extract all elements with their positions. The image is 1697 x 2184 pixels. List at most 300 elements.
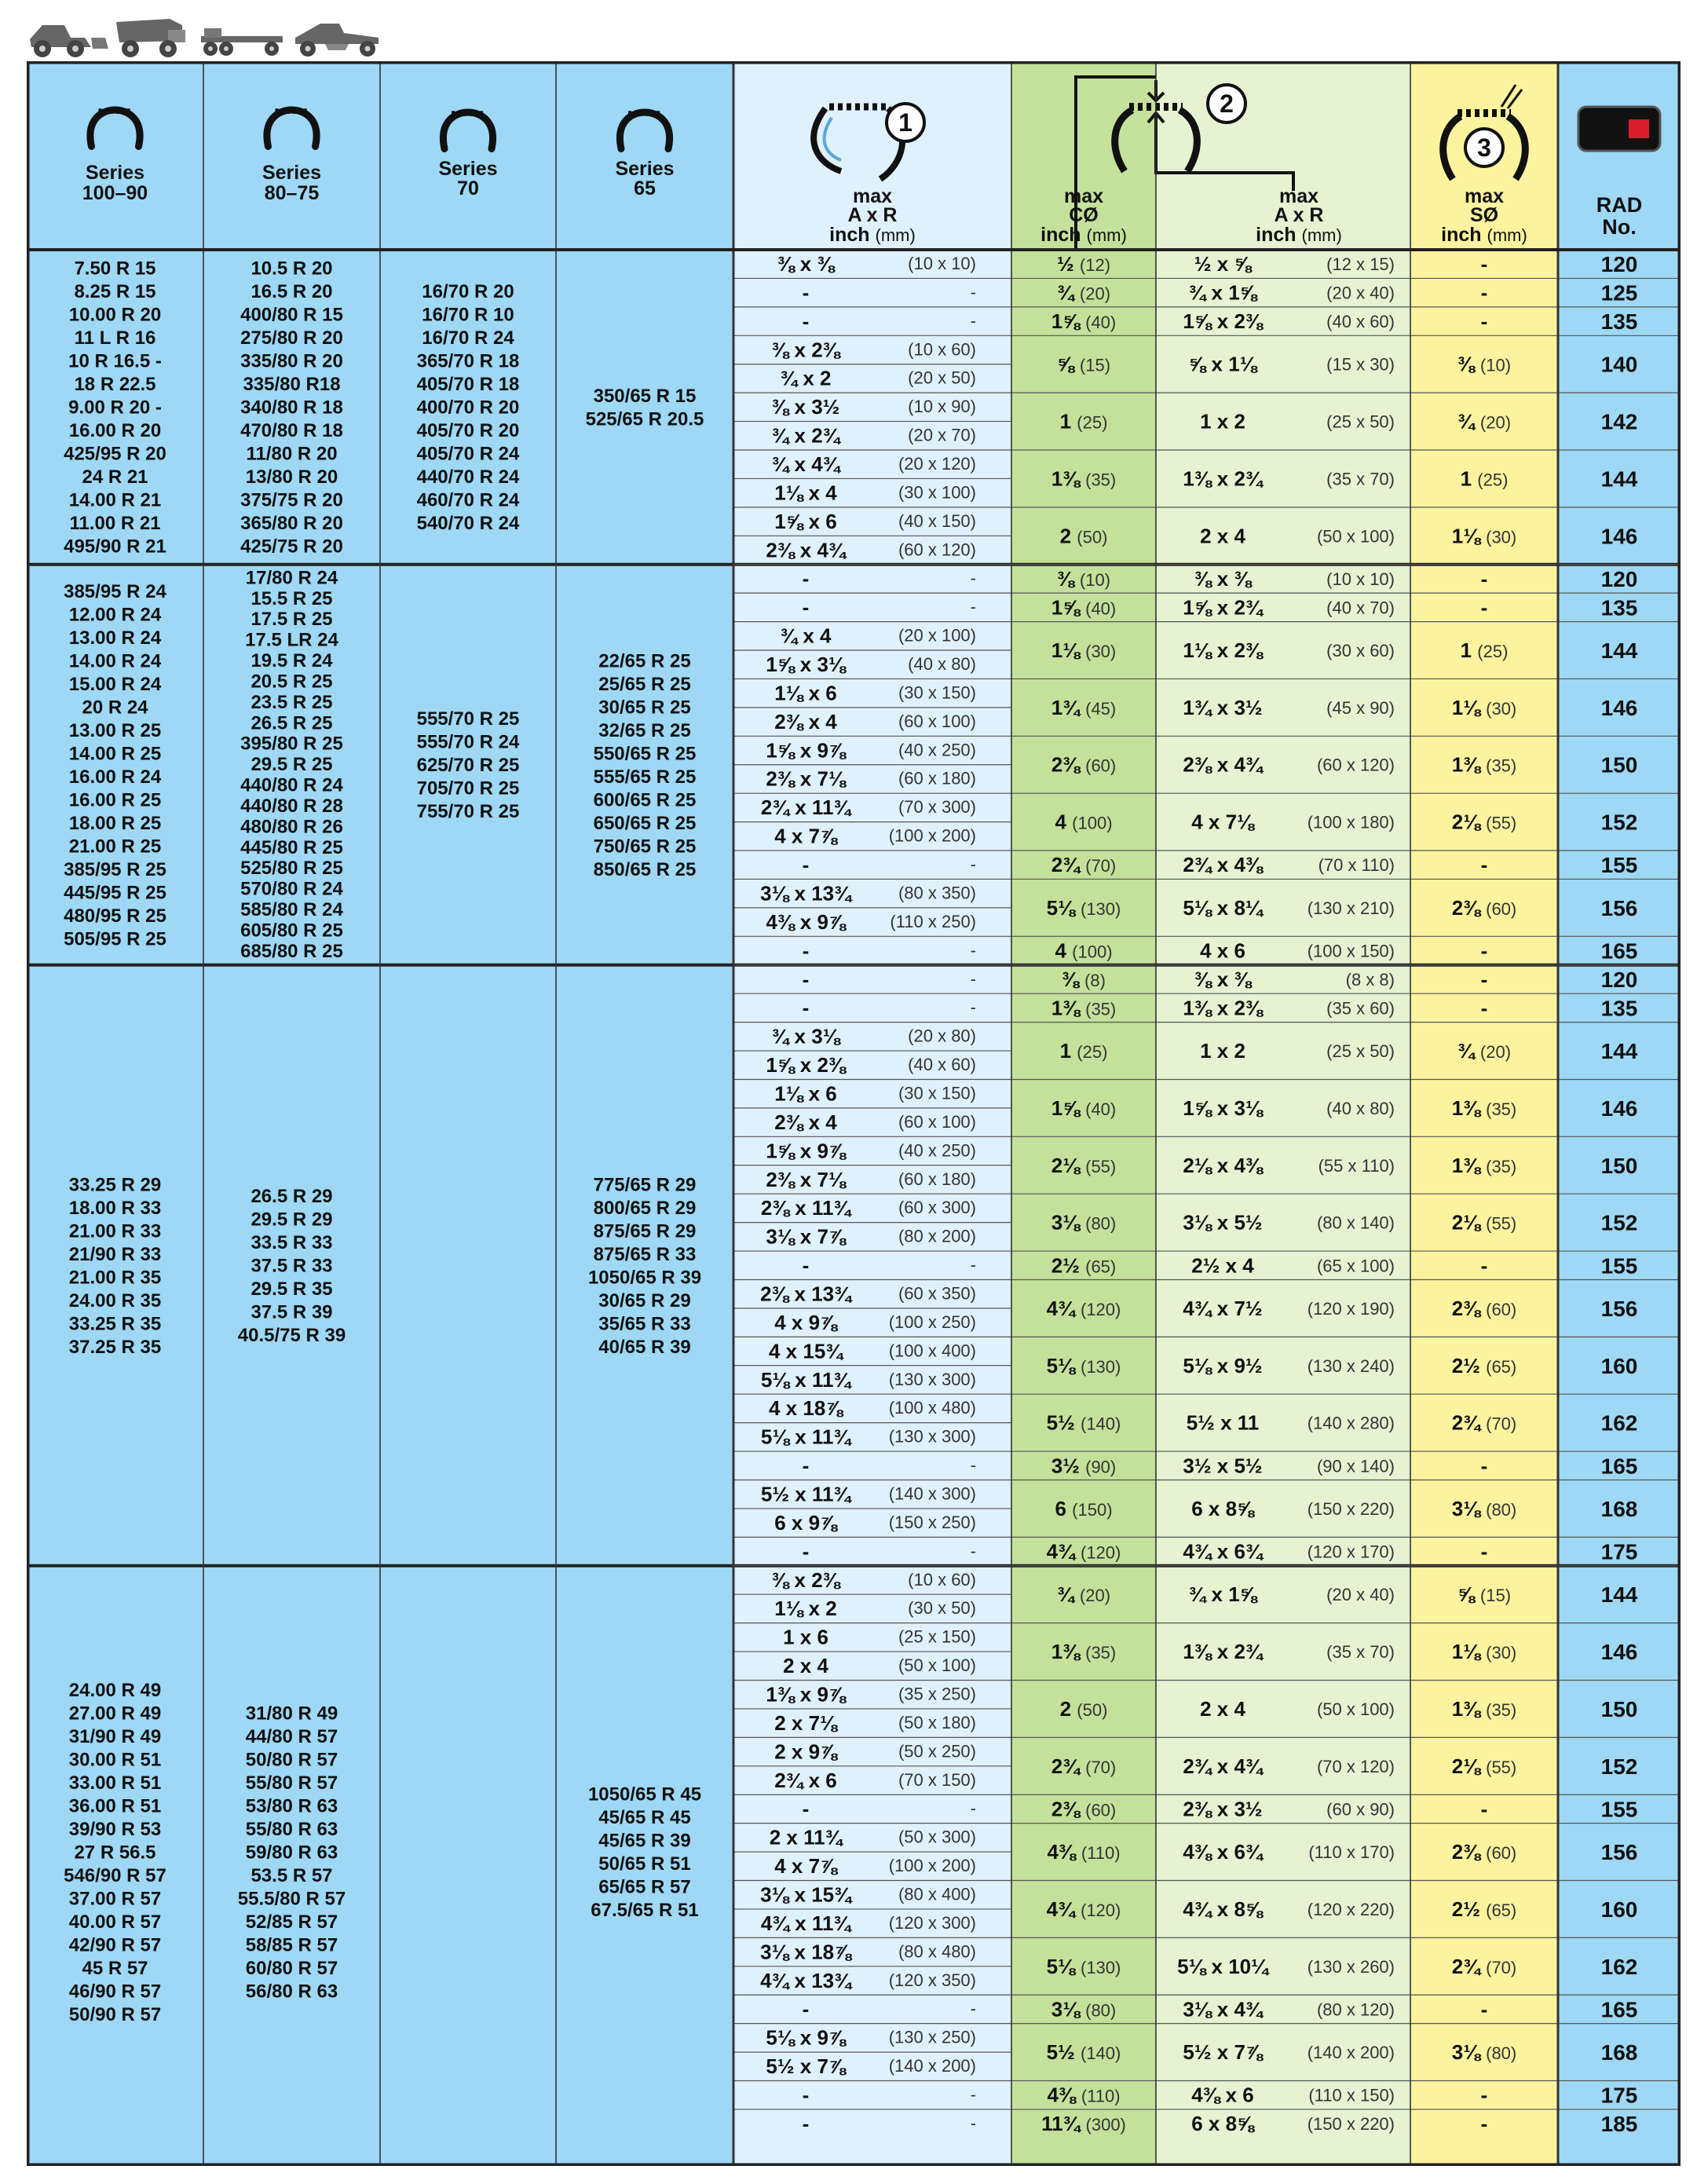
col1-inch: - (802, 1997, 810, 2021)
rad-number: 135 (1600, 595, 1638, 620)
col3-value: ¾ (20) (1457, 1039, 1512, 1063)
col1-inch: 1⅝ x 9⅞ (766, 1139, 846, 1163)
col2a-value: 1⅜ (35) (1051, 996, 1117, 1020)
col1-inch: 4¾ x 13¾ (760, 1968, 851, 1992)
col3-value: 2⅛ (55) (1451, 810, 1517, 834)
col1-mm: (10 x 60) (908, 1569, 976, 1590)
col2b-inch: 6 x 8⅝ (1191, 1496, 1254, 1520)
tire-size: 685/80 R 25 (240, 940, 343, 962)
tire-size: 52/85 R 57 (245, 1911, 338, 1933)
col2b-inch: 2 x 4 (1200, 524, 1245, 548)
col1-mm: (20 x 50) (908, 368, 976, 388)
col2a-value: ⅜ (8) (1062, 967, 1106, 991)
col2a-value: 4⅜ (110) (1047, 2083, 1121, 2107)
col1-mm: (10 x 60) (908, 339, 976, 360)
col2a-value: ¾ (20) (1056, 1582, 1111, 1607)
svg-text:inch (mm): inch (mm) (1041, 224, 1127, 246)
col1-mm: (60 x 120) (898, 540, 976, 560)
col2b-mm: (70 x 120) (1316, 1756, 1395, 1776)
col1-inch: 2¾ x 11¾ (760, 796, 851, 820)
svg-text:inch (mm): inch (mm) (829, 224, 916, 246)
tire-size: 37.5 R 39 (251, 1301, 333, 1323)
tire-size: 40.5/75 R 39 (237, 1325, 346, 1347)
col2a-value: 1⅝ (40) (1051, 595, 1117, 620)
svg-text:2: 2 (1220, 90, 1234, 118)
col2b-inch: 5⅛ x 8¼ (1183, 895, 1263, 920)
col2b-inch: 4¾ x 6¾ (1183, 1539, 1263, 1564)
tire-size: 550/65 R 25 (593, 743, 697, 765)
col1-mm: (140 x 200) (888, 2056, 976, 2076)
col3-value: - (1480, 2112, 1488, 2136)
rad-number: 175 (1600, 2083, 1638, 2108)
col2a-value: 6 (150) (1055, 1496, 1113, 1520)
rad-number: 156 (1600, 895, 1638, 920)
circle-number-3 (1465, 129, 1503, 166)
col1-inch: 2 x 9⅞ (774, 1740, 837, 1764)
svg-text:max: max (852, 185, 893, 207)
col3-value: - (1480, 853, 1488, 877)
col1-mm: (70 x 300) (898, 797, 976, 818)
tire-size: 505/95 R 25 (64, 928, 166, 950)
tire-size: 21/90 R 33 (68, 1243, 162, 1265)
col3-value: 1 (25) (1460, 466, 1509, 491)
col3-value: 2⅜ (60) (1451, 895, 1517, 920)
tire-size: 275/80 R 20 (240, 327, 343, 349)
col2b-inch: 3⅛ x 5½ (1183, 1210, 1263, 1235)
col1-mm: - (970, 568, 976, 588)
col3-value: 2¾ (70) (1451, 1954, 1517, 1978)
tire-size: 30.00 R 51 (68, 1749, 162, 1771)
col1-inch: 1⅜ x 9⅞ (766, 1682, 846, 1707)
circle-number-1 (887, 104, 924, 141)
col2b-mm: (90 x 140) (1316, 1456, 1395, 1476)
col3-value: - (1480, 1539, 1488, 1564)
col1-mm: - (970, 1455, 976, 1476)
tire-size: 375/75 R 20 (240, 489, 343, 511)
col1-mm: (130 x 300) (888, 1369, 976, 1389)
col1-mm: (30 x 150) (898, 682, 976, 703)
low-loader-icon (201, 28, 283, 56)
col1-inch: 5½ x 7⅞ (766, 2054, 846, 2079)
col3-value: 1⅜ (35) (1451, 1696, 1517, 1721)
tire-size: 14.00 R 24 (68, 650, 162, 672)
tire-size: 440/80 R 24 (240, 774, 343, 796)
col2b-inch: 2⅛ x 4⅜ (1183, 1153, 1263, 1177)
col1-inch: - (802, 595, 810, 620)
col1-inch: 4 x 18⅞ (769, 1396, 843, 1421)
tire-size: 45/65 R 39 (598, 1830, 691, 1852)
col1-inch: - (802, 2083, 810, 2107)
col2b-inch: 5⅛ x 9½ (1183, 1353, 1263, 1377)
col3-value: 1⅜ (35) (1451, 752, 1517, 777)
col2b-inch: 4 x 6 (1200, 938, 1245, 963)
col2a-value: ⅝ (15) (1056, 352, 1111, 376)
col1-inch: ¾ x 3⅛ (771, 1024, 840, 1048)
col2a-value: ⅜ (10) (1056, 566, 1111, 591)
col1-mm: (40 x 250) (898, 740, 976, 760)
col2a-value: 4¾ (120) (1046, 1539, 1121, 1564)
col2a-value: 1⅝ (40) (1051, 1096, 1117, 1120)
tire-size: 23.5 R 25 (251, 691, 333, 713)
svg-text:inch (mm): inch (mm) (1441, 224, 1527, 246)
tire-size: 17/80 R 24 (245, 567, 338, 589)
rad-number: 185 (1600, 2112, 1638, 2137)
tire-size: 58/85 R 57 (245, 1934, 338, 1956)
col3-value: ⅝ (15) (1457, 1582, 1512, 1607)
col2b-mm: (120 x 170) (1307, 1542, 1395, 1562)
col1-inch: 4 x 15¾ (769, 1339, 843, 1363)
col1-inch: 1⅝ x 2⅜ (766, 1053, 846, 1077)
col1-mm: (40 x 150) (898, 510, 976, 531)
rad-number: 120 (1600, 967, 1638, 992)
tire-size: 53/80 R 63 (245, 1795, 338, 1817)
col2b-inch: 1⅝ x 3⅛ (1183, 1096, 1263, 1120)
tire-size: 540/70 R 24 (416, 513, 520, 535)
series-value: 65 (634, 177, 656, 199)
tire-size: 405/70 R 20 (416, 420, 520, 442)
rad-number: 165 (1600, 1454, 1638, 1479)
col3-value: 1⅜ (35) (1451, 1153, 1517, 1177)
col1-inch: - (802, 1539, 810, 1564)
col3-value: - (1480, 996, 1488, 1020)
col3-value: 1⅛ (30) (1451, 695, 1517, 719)
col1-inch: 3⅛ x 13¾ (760, 881, 851, 905)
tire-size: 350/65 R 15 (593, 385, 697, 407)
col2b-inch: 2½ x 4 (1191, 1253, 1254, 1278)
tire-size: 33.00 R 51 (68, 1772, 162, 1794)
tire-size: 555/65 R 25 (593, 766, 697, 788)
col3-value: 2⅜ (60) (1451, 1840, 1517, 1864)
series-value: 80–75 (264, 182, 320, 204)
tire-size: 705/70 R 25 (416, 777, 520, 799)
tire-size: 425/75 R 20 (240, 536, 343, 558)
rad-number: 146 (1600, 524, 1638, 549)
rad-number: 175 (1600, 1539, 1638, 1564)
tire-size: 25/65 R 25 (598, 673, 691, 695)
col3-value: 1 (25) (1460, 638, 1509, 663)
col1-inch: ¾ x 4¾ (771, 452, 840, 477)
col2b-inch: 1¾ x 3½ (1183, 695, 1263, 719)
rad-number: 146 (1600, 695, 1638, 720)
col1-mm: (150 x 250) (888, 1512, 976, 1532)
tire-size: 33.5 R 33 (251, 1232, 333, 1254)
rad-number: 144 (1600, 638, 1638, 664)
tire-size: 470/80 R 18 (240, 420, 343, 442)
col2a-value: ¾ (20) (1056, 280, 1111, 305)
tire-size: 600/65 R 25 (593, 789, 697, 811)
svg-text:A x R: A x R (1274, 204, 1324, 226)
tire-size: 24.00 R 49 (68, 1679, 162, 1701)
tire-size: 42/90 R 57 (68, 1934, 162, 1956)
col2b-mm: (10 x 10) (1326, 569, 1395, 589)
col1-inch: 2 x 11¾ (769, 1825, 843, 1849)
col2b-inch: 4¾ x 8⅝ (1183, 1897, 1263, 1921)
tire-size: 755/70 R 25 (416, 801, 520, 822)
rad-number: 165 (1600, 1997, 1638, 2022)
series-label: Series (438, 158, 498, 180)
col2a-value: 5⅛ (130) (1046, 1353, 1121, 1377)
col3-value: 1⅛ (30) (1451, 1640, 1517, 1664)
col2a-value: 2 (50) (1059, 1696, 1108, 1721)
tire-size: 29.5 R 25 (251, 754, 333, 776)
col1-inch: 2⅜ x 7⅛ (766, 766, 846, 791)
tire-size: 26.5 R 29 (251, 1186, 333, 1208)
col2b-inch: 1⅜ x 2¾ (1183, 466, 1263, 491)
tire-size: 53.5 R 57 (251, 1864, 333, 1886)
col1-mm: (60 x 100) (898, 1111, 976, 1132)
tire-size: 625/70 R 25 (416, 755, 520, 776)
col1-mm: (30 x 150) (898, 1083, 976, 1103)
tire-size: 555/70 R 24 (416, 731, 520, 753)
col1-inch: 2 x 4 (783, 1654, 828, 1678)
tire-size: 440/70 R 24 (416, 466, 520, 488)
rad-number: 140 (1600, 352, 1638, 377)
col1-inch: 3⅛ x 18⅞ (760, 1940, 851, 1964)
col2b-mm: (15 x 30) (1326, 354, 1395, 375)
rad-number: 150 (1600, 1696, 1638, 1721)
col2b-inch: 3½ x 5½ (1183, 1454, 1263, 1478)
col2b-mm: (130 x 260) (1307, 1956, 1395, 1977)
col1-inch: - (802, 938, 810, 963)
tire-size: 405/70 R 24 (416, 443, 520, 465)
tire-size: 59/80 R 63 (245, 1842, 338, 1864)
tire-size: 60/80 R 57 (245, 1957, 338, 1979)
wheel-loader-icon (30, 25, 108, 57)
tire-size: 29.5 R 35 (251, 1279, 333, 1301)
col2b-mm: (110 x 150) (1308, 2085, 1395, 2105)
tire-size: 850/65 R 25 (593, 858, 697, 880)
col1-mm: - (970, 854, 976, 875)
col1-inch: 2⅜ x 4 (774, 709, 837, 733)
col2b-mm: (130 x 210) (1307, 898, 1395, 918)
col1-mm: (20 x 100) (898, 625, 976, 646)
col1-mm: (10 x 90) (908, 397, 976, 417)
col3-value: - (1480, 967, 1488, 991)
col3-value: 2½ (65) (1451, 1897, 1517, 1921)
tire-size: 365/70 R 18 (416, 350, 520, 372)
col2b-mm: (120 x 220) (1307, 1899, 1395, 1919)
tire-size: 24.00 R 35 (68, 1290, 162, 1311)
tire-size: 45/65 R 45 (598, 1807, 691, 1829)
col2a-value: 5½ (140) (1046, 2040, 1121, 2065)
col1-mm: (40 x 250) (898, 1140, 976, 1161)
rad-number: 142 (1600, 409, 1638, 434)
col3-value: - (1480, 252, 1488, 276)
col2b-mm: (140 x 280) (1307, 1413, 1395, 1433)
tire-size: 800/65 R 29 (593, 1197, 697, 1219)
col2a-value: ½ (12) (1056, 252, 1111, 276)
col1-inch: - (802, 280, 810, 305)
col1-mm: - (970, 597, 976, 617)
col1-inch: 2¾ x 6 (774, 1768, 837, 1792)
tire-size: 16.00 R 20 (68, 420, 162, 442)
col1-inch: 2⅜ x 4 (774, 1110, 837, 1134)
col2b-mm: (35 x 70) (1326, 1642, 1395, 1663)
col2a-value: 1⅜ (35) (1051, 466, 1117, 491)
tire-size: 13/80 R 20 (245, 466, 338, 488)
svg-text:max: max (1464, 185, 1505, 207)
col1-mm: (60 x 100) (898, 711, 976, 731)
col1-mm: (30 x 50) (908, 1598, 976, 1619)
col1-inch: ⅜ x ⅜ (777, 252, 835, 276)
col1-mm: (20 x 80) (908, 1026, 976, 1046)
col2b-inch: ¾ x 1⅝ (1188, 280, 1257, 305)
col1-inch: 5⅛ x 11¾ (760, 1425, 851, 1449)
col1-inch: - (802, 996, 810, 1020)
col3-value: 2⅛ (55) (1451, 1210, 1517, 1235)
col1-inch: ⅜ x 2⅜ (771, 338, 840, 362)
col2b-inch: ½ x ⅝ (1194, 252, 1252, 276)
tire-size: 13.00 R 25 (68, 719, 162, 741)
col1-mm: (100 x 480) (888, 1398, 976, 1418)
tire-size: 50/80 R 57 (245, 1749, 338, 1771)
col2b-mm: (12 x 15) (1326, 254, 1395, 275)
col2b-inch: 1 x 2 (1200, 1039, 1245, 1063)
rad-header: RAD (1596, 193, 1643, 217)
tire-size: 21.00 R 25 (68, 836, 162, 858)
tire-size: 11/80 R 20 (246, 443, 338, 465)
col1-inch: 1⅛ x 6 (774, 1081, 837, 1106)
rad-number: 152 (1600, 1210, 1638, 1235)
rad-number: 152 (1600, 810, 1638, 835)
tire-size: 15.5 R 25 (251, 587, 333, 609)
col2b-mm: (30 x 60) (1326, 641, 1395, 661)
tire-size: 30/65 R 29 (598, 1290, 691, 1311)
col1-mm: (20 x 70) (908, 425, 976, 445)
tire-size: 24 R 21 (82, 466, 148, 488)
col2a-value: 5½ (140) (1046, 1410, 1121, 1435)
col2a-value: 2⅜ (60) (1051, 752, 1117, 777)
col1-inch: 4 x 7⅞ (774, 1854, 837, 1879)
col3-value: - (1480, 1454, 1488, 1478)
rad-number: 135 (1600, 996, 1638, 1021)
rad-number: 155 (1600, 853, 1638, 878)
col2a-value: 1 (25) (1059, 1039, 1108, 1063)
col1-inch: 3⅛ x 7⅞ (766, 1224, 846, 1249)
tire-size: 425/95 R 20 (64, 443, 166, 465)
col2b-inch: 6 x 8⅝ (1191, 2112, 1254, 2136)
col1-inch: 1⅛ x 6 (774, 681, 837, 705)
rad-number: 168 (1600, 2040, 1638, 2065)
rad-number: 156 (1600, 1296, 1638, 1321)
tire-size: 37.5 R 33 (251, 1255, 333, 1277)
col2b-inch: 4⅜ x 6 (1191, 2083, 1254, 2107)
tire-size: 16.00 R 24 (68, 766, 162, 788)
tire-size: 30/65 R 25 (598, 697, 691, 719)
vehicle-icons (27, 14, 396, 58)
tire-size: 525/65 R 20.5 (585, 408, 704, 430)
col2b-mm: (35 x 70) (1326, 469, 1395, 489)
tire-size: 12.00 R 24 (68, 604, 162, 626)
col2b-mm: (35 x 60) (1326, 998, 1395, 1019)
col2a-value: 5⅛ (130) (1046, 1954, 1121, 1978)
col2b-inch: 2⅜ x 3½ (1183, 1797, 1263, 1821)
tire-size: 546/90 R 57 (64, 1864, 166, 1886)
tire-size: 875/65 R 33 (593, 1243, 697, 1265)
tire-size: 1050/65 R 39 (587, 1267, 702, 1289)
col3-value: ¾ (20) (1457, 409, 1512, 434)
col2b-mm: (60 x 120) (1316, 755, 1395, 775)
col2b-inch: 1⅜ x 2¾ (1183, 1640, 1263, 1664)
rad-header: No. (1602, 215, 1637, 239)
tire-size: 44/80 R 57 (245, 1725, 338, 1747)
col1-mm: (70 x 150) (898, 1769, 976, 1790)
tire-size: 27 R 56.5 (74, 1842, 156, 1864)
tire-size: 460/70 R 24 (416, 489, 520, 511)
col2b-inch: 2 x 4 (1200, 1696, 1245, 1721)
tire-size: 39/90 R 53 (68, 1818, 162, 1840)
rad-number: 165 (1600, 938, 1638, 964)
col1-mm: (50 x 300) (898, 1827, 976, 1847)
col2b-inch: 5½ x 7⅞ (1183, 2040, 1263, 2065)
col2a-value: 1⅜ (35) (1051, 1640, 1117, 1664)
col2b-mm: (40 x 60) (1326, 312, 1395, 332)
rad-number: 155 (1600, 1253, 1638, 1279)
rad-number: 144 (1600, 1039, 1638, 1064)
rad-number: 162 (1600, 1410, 1638, 1436)
col1-inch: 4⅜ x 9⅞ (766, 909, 846, 934)
col1-inch: 1⅝ x 3⅛ (766, 653, 846, 677)
tire-size: 570/80 R 24 (240, 878, 343, 900)
col1-inch: 4 x 9⅞ (774, 1310, 837, 1334)
col2b-inch: 1⅜ x 2⅜ (1183, 996, 1263, 1020)
dump-truck-icon (116, 19, 185, 57)
col3-value: - (1480, 1253, 1488, 1278)
tire-size: 31/80 R 49 (245, 1703, 338, 1725)
tire-size: 46/90 R 57 (68, 1981, 162, 2003)
rad-number: 162 (1600, 1954, 1638, 1979)
col2b-mm: (40 x 70) (1326, 598, 1395, 618)
col2b-mm: (150 x 220) (1307, 2114, 1395, 2135)
rad-number: 120 (1600, 566, 1638, 591)
col3-value: - (1480, 566, 1488, 591)
rad-number: 160 (1600, 1897, 1638, 1922)
col2b-inch: 1⅝ x 2⅜ (1183, 309, 1263, 334)
tire-size: 18.00 R 25 (68, 812, 162, 834)
tire-size: 16.00 R 25 (68, 789, 162, 811)
col2b-mm: (60 x 90) (1326, 1799, 1395, 1820)
series-label: Series (85, 162, 145, 184)
col1-inch: 5⅛ x 11¾ (760, 1367, 851, 1392)
col2a-value: 2⅜ (60) (1051, 1797, 1117, 1821)
tire-size: 395/80 R 25 (240, 733, 343, 755)
col1-mm: (10 x 10) (908, 254, 976, 273)
rad-number: 135 (1600, 309, 1638, 335)
col1-inch: - (802, 853, 810, 877)
col1-inch: 1⅛ x 2 (774, 1597, 837, 1621)
tire-size: 27.00 R 49 (68, 1703, 162, 1725)
col3-value: 1⅛ (30) (1451, 524, 1517, 548)
col1-mm: (80 x 350) (898, 883, 976, 903)
col1-inch: 5½ x 11¾ (760, 1482, 851, 1506)
tire-size: 340/80 R 18 (240, 397, 343, 419)
col1-mm: (100 x 200) (888, 1856, 976, 1876)
col3-value: 2¾ (70) (1451, 1410, 1517, 1435)
col1-inch: 5⅛ x 9⅞ (766, 2025, 846, 2050)
col1-mm: (110 x 250) (890, 911, 976, 931)
tire-size: 33.25 R 35 (68, 1313, 162, 1335)
svg-text:1: 1 (898, 108, 913, 137)
tire-size: 335/80 R18 (243, 374, 341, 396)
tire-size: 495/90 R 21 (64, 536, 166, 558)
col1-mm: (40 x 80) (908, 654, 976, 675)
col1-mm: (25 x 150) (898, 1626, 976, 1647)
tire-size: 31/90 R 49 (68, 1725, 162, 1747)
tire-size: 37.00 R 57 (68, 1888, 162, 1910)
col3-value: - (1480, 1997, 1488, 2021)
tire-size: 650/65 R 25 (593, 812, 697, 834)
col1-inch: ⅜ x 3½ (771, 395, 840, 419)
